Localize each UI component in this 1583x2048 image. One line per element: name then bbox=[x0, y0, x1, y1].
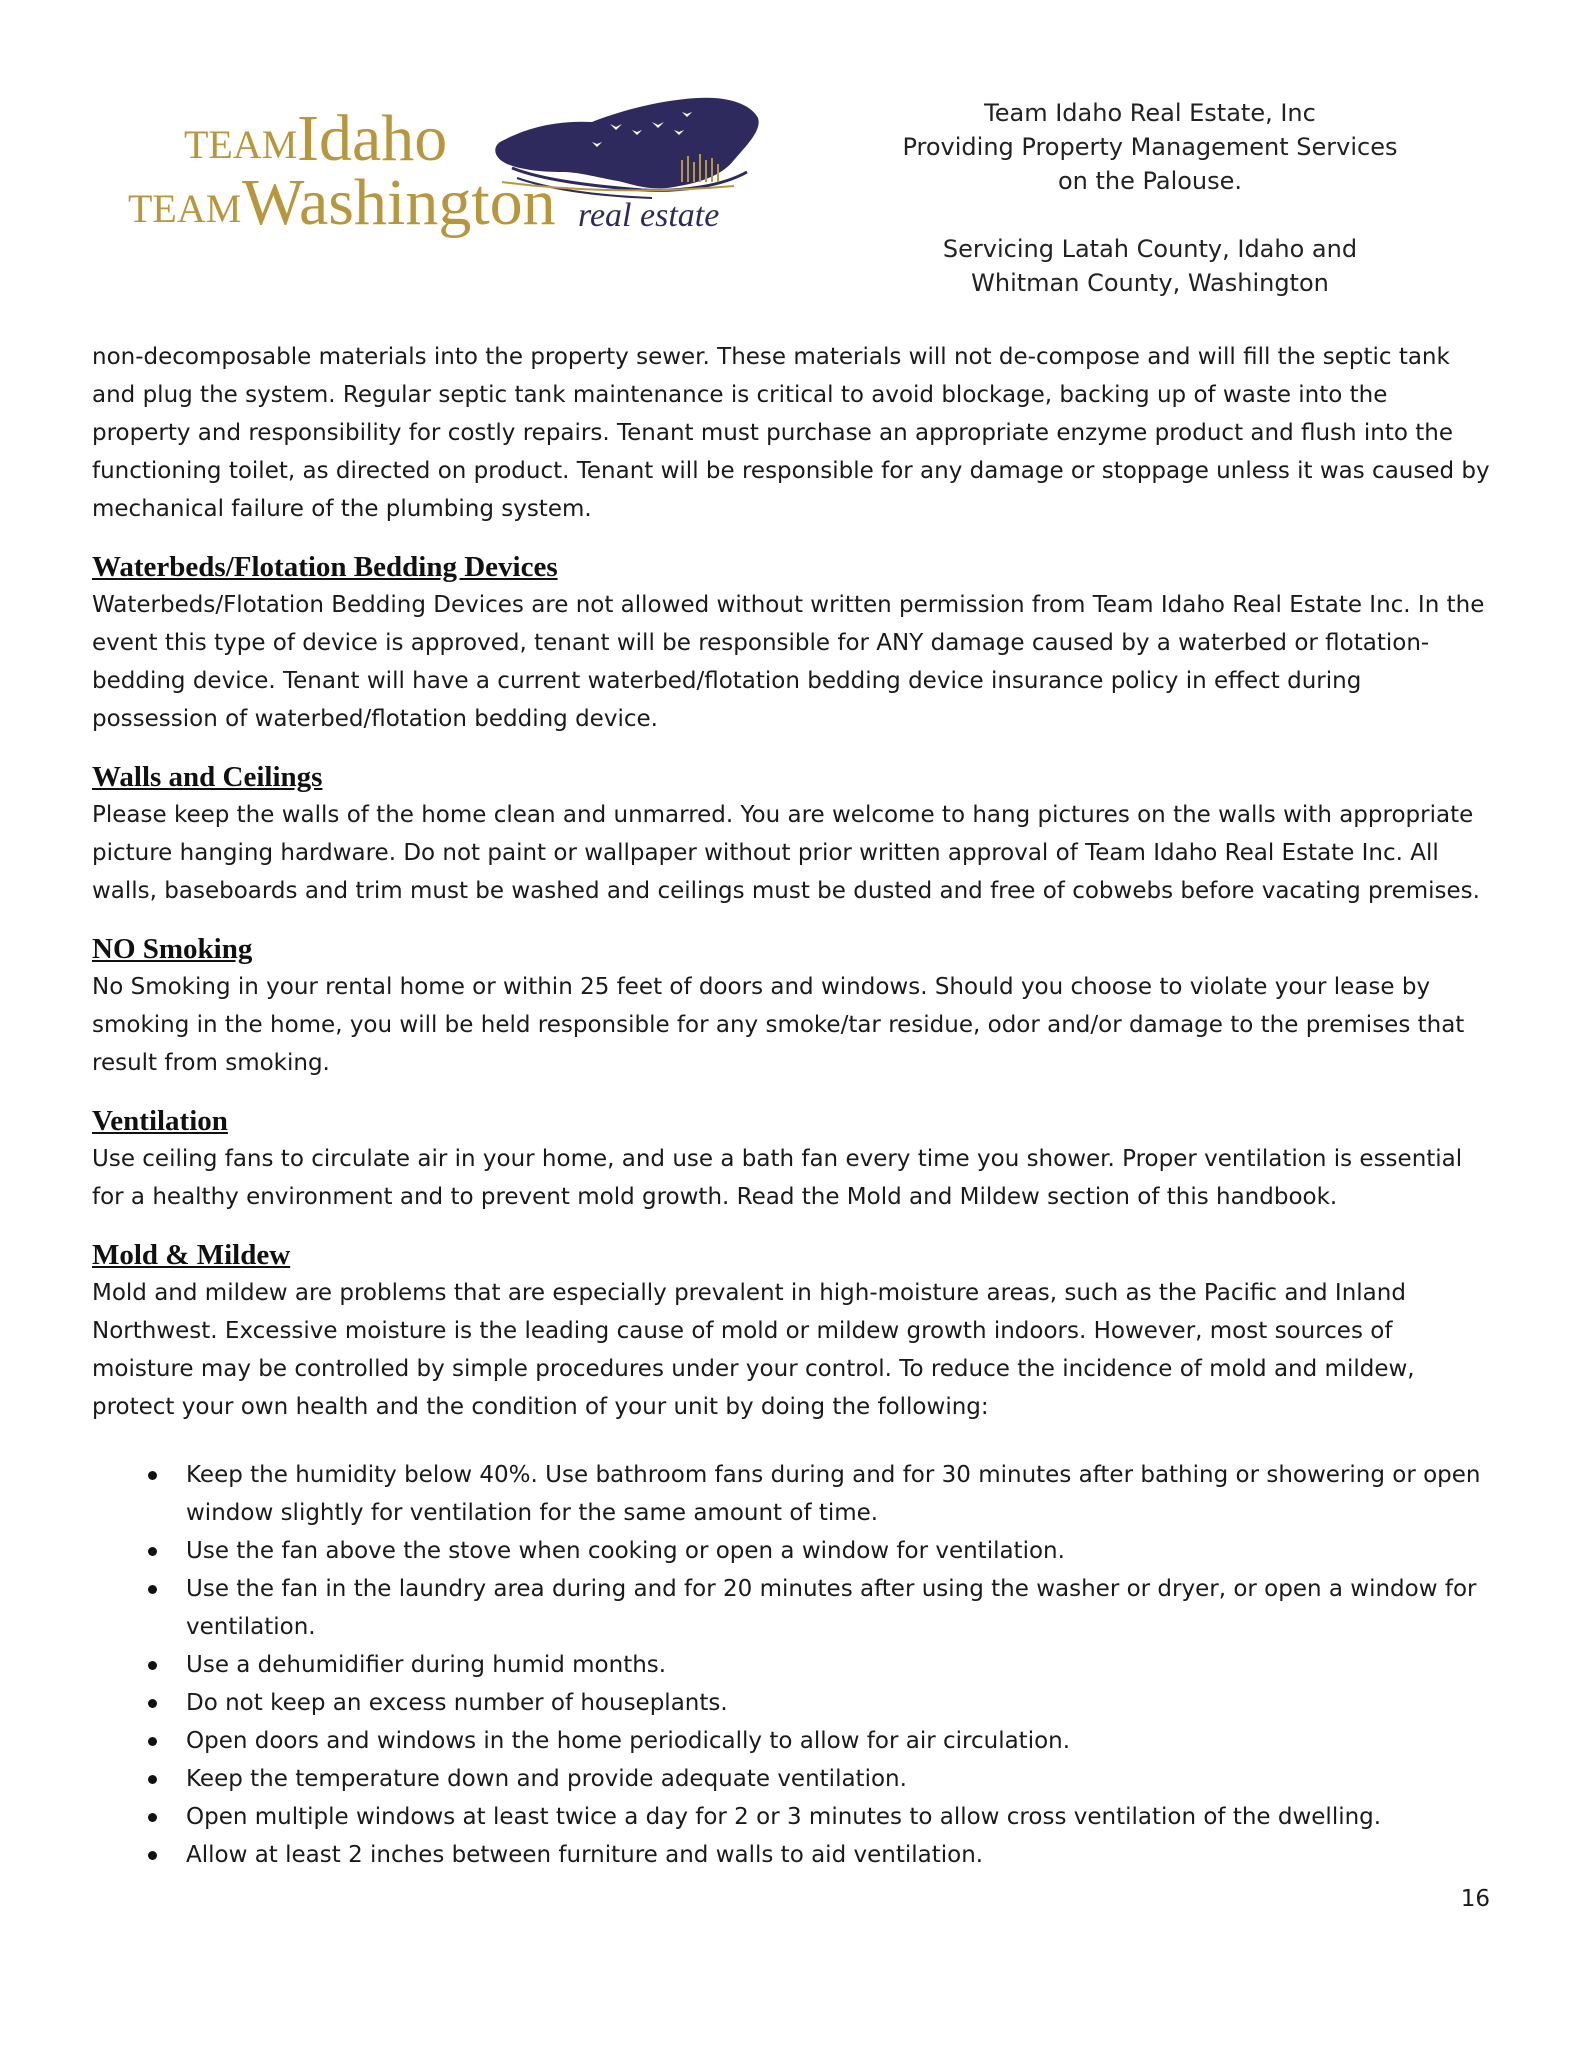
section-no-smoking bbox=[92, 930, 1492, 1082]
list-item: Open multiple windows at least twice a day for 2 or 3 minutes to allow cross ventilation of the dwelling. bbox=[92, 1798, 1492, 1836]
section-heading: Ventilation bbox=[92, 1105, 228, 1137]
bullet-icon bbox=[148, 1851, 157, 1860]
wheat-icon bbox=[682, 154, 718, 182]
bullet-icon bbox=[148, 1585, 157, 1594]
intro-paragraph: non-decomposable materials into the property sewer. These materials will not de-compose and will fill the septic tank and plug the system. Regular septic tank maintenance is critical to avoid blockage, backing up of waste into the property and responsibility for costly repairs. Tenant must purchase an appropriate enzyme product and flush into the functioning toilet, as directed on product. Tenant will be responsible for any damage or stoppage unless it was caused by mechanical failure of the plumbing system. bbox=[92, 344, 1490, 522]
logo-washington-text: Washington bbox=[242, 166, 556, 239]
logo-tagline: real estate bbox=[578, 197, 720, 234]
logo-team-idaho-prefix: TEAM bbox=[184, 122, 298, 167]
list-item: Use the fan in the laundry area during and for 20 minutes after using the washer or dryer, or open a window for ventilation. bbox=[92, 1570, 1492, 1646]
bullet-icon bbox=[148, 1699, 157, 1708]
company-logo bbox=[122, 90, 762, 260]
bullet-icon bbox=[148, 1775, 157, 1784]
logo-graphic bbox=[122, 90, 762, 260]
document-body bbox=[92, 338, 1492, 1874]
section-heading: NO Smoking bbox=[92, 933, 253, 965]
bullet-icon bbox=[148, 1813, 157, 1822]
logo-idaho-text: Idaho bbox=[297, 102, 448, 175]
section-heading: Waterbeds/Flotation Bedding Devices bbox=[92, 551, 558, 583]
section-mold-mildew bbox=[92, 1236, 1492, 1426]
service-area-line-1: Servicing Latah County, Idaho and bbox=[942, 235, 1358, 263]
page-number: 16 bbox=[1460, 1886, 1490, 1912]
section-body: Please keep the walls of the home clean and unmarred. You are welcome to hang pictures on the walls with appropriate picture hanging hardware. Do not paint or wallpaper without prior written approval of Team Idaho Real Estate Inc. All walls, baseboards and trim must be washed and ceilings must be dusted and free of cobwebs before vacating premises. bbox=[92, 802, 1480, 904]
list-item: Use a dehumidifier during humid months. bbox=[92, 1646, 1492, 1684]
logo-team-washington-prefix: TEAM bbox=[128, 186, 242, 231]
company-region: on the Palouse. bbox=[1057, 167, 1243, 195]
section-heading: Walls and Ceilings bbox=[92, 761, 323, 793]
list-item: Use the fan above the stove when cooking or open a window for ventilation. bbox=[92, 1532, 1492, 1570]
company-name: Team Idaho Real Estate, Inc bbox=[984, 99, 1316, 127]
section-walls-ceilings bbox=[92, 758, 1492, 910]
bullet-icon bbox=[148, 1547, 157, 1556]
list-item: Open doors and windows in the home periodically to allow for air circulation. bbox=[92, 1722, 1492, 1760]
bullet-icon bbox=[148, 1471, 157, 1480]
bullet-icon bbox=[148, 1737, 157, 1746]
mold-prevention-list bbox=[92, 1456, 1492, 1874]
section-ventilation bbox=[92, 1102, 1492, 1216]
service-area-line-2: Whitman County, Washington bbox=[971, 269, 1329, 297]
section-waterbeds bbox=[92, 548, 1492, 738]
section-body: Mold and mildew are problems that are especially prevalent in high-moisture areas, such as the Pacific and Inland Northwest. Excessive moisture is the leading cause of mold or mildew growth indoors. However, most sources of moisture may be controlled by simple procedures under your control. To reduce the incidence of mold and mildew, protect your own health and the condition of your unit by doing the following: bbox=[92, 1280, 1415, 1420]
section-body: Waterbeds/Flotation Bedding Devices are not allowed without written permission from Team Idaho Real Estate Inc. In the event this type of device is approved, tenant will be responsible for ANY damage caused by a waterbed or flotation-bedding device. Tenant will have a current waterbed/flotation bedding device insurance policy in effect during possession of waterbed/flotation bedding device. bbox=[92, 592, 1485, 732]
list-item: Allow at least 2 inches between furniture and walls to aid ventilation. bbox=[92, 1836, 1492, 1874]
company-services: Providing Property Management Services bbox=[902, 133, 1398, 161]
list-item: Keep the temperature down and provide adequate ventilation. bbox=[92, 1760, 1492, 1798]
section-heading: Mold & Mildew bbox=[92, 1239, 291, 1271]
section-body: Use ceiling fans to circulate air in your home, and use a bath fan every time you shower. Proper ventilation is essential for a healthy environment and to prevent mold growth. Read the Mold and Mildew section of this handbook. bbox=[92, 1146, 1463, 1210]
bullet-icon bbox=[148, 1661, 157, 1670]
section-body: No Smoking in your rental home or within 25 feet of doors and windows. Should you choose to violate your lease by smoking in the home, you will be held responsible for any smoke/tar residue, odor and/or damage to the premises that result from smoking. bbox=[92, 974, 1465, 1076]
company-info bbox=[840, 96, 1460, 300]
list-item: Do not keep an excess number of houseplants. bbox=[92, 1684, 1492, 1722]
list-item: Keep the humidity below 40%. Use bathroom fans during and for 30 minutes after bathing or showering or open window slightly for ventilation for the same amount of time. bbox=[92, 1456, 1492, 1532]
